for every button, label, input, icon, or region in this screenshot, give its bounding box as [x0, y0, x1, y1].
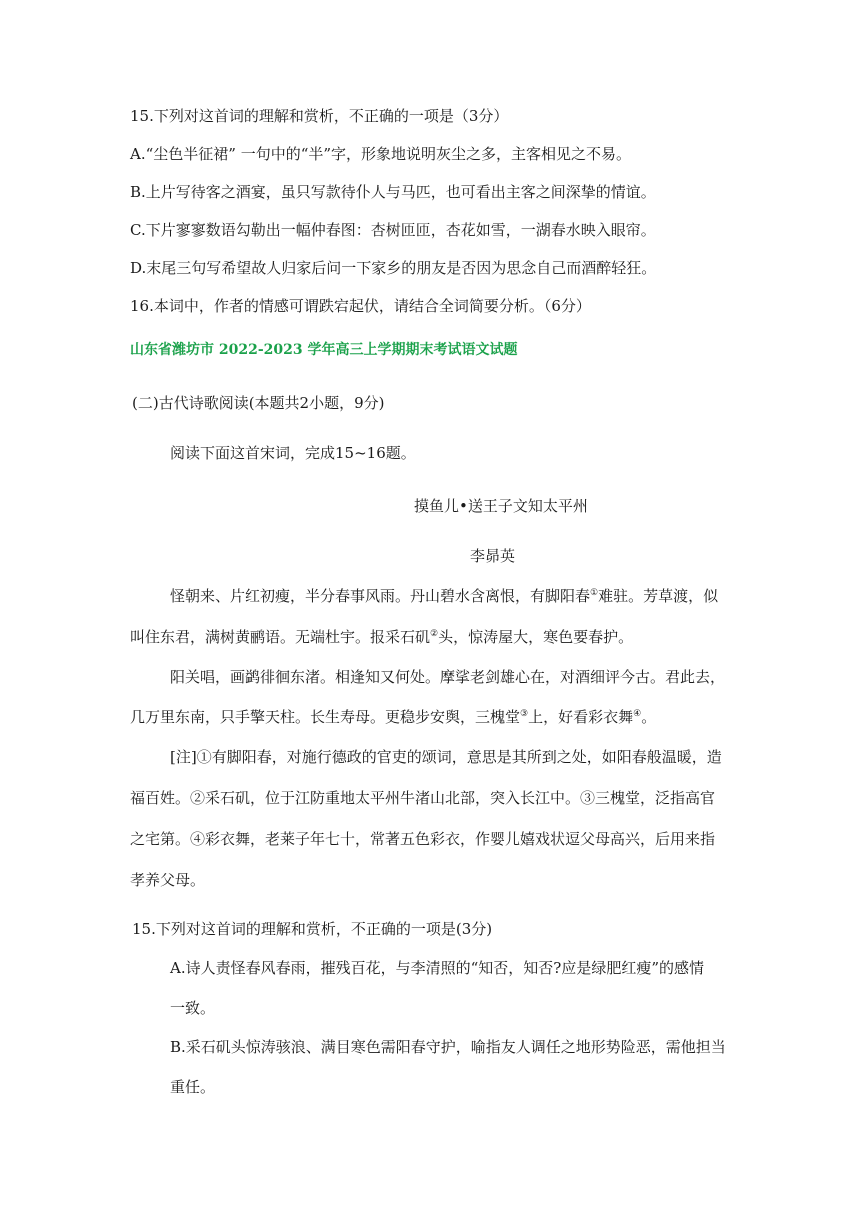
poem-stanza-1-line-1: 怪朝来、片红初瘦，半分春事风雨。丹山碧水含离恨，有脚阳春①难驻。芳草渡，似: [170, 587, 719, 605]
question-15b-option-b-line-2: 重任。: [170, 1078, 216, 1096]
reading-instruction: 阅读下面这首宋词，完成15~16题。: [170, 444, 416, 462]
note-line-4: 孝养父母。: [130, 871, 206, 889]
question-16-stem: 16.本词中，作者的情感可谓跌宕起伏，请结合全词简要分析。（6分）: [130, 297, 591, 315]
note-line-2: 福百姓。②采石矶，位于江防重地太平州牛渚山北部，突入长江中。③三槐堂，泛指高官: [130, 789, 716, 807]
note-line-1: [注]①有脚阳春，对施行德政的官吏的颂词，意思是其所到之处，如阳春般温暖，造: [170, 748, 722, 766]
poem-stanza-2-line-2: 几万里东南，只手擎天柱。长生寿母。更稳步安舆，三槐堂③上，好看彩衣舞④。: [130, 708, 657, 726]
question-15-option-c: C.下片寥寥数语勾勒出一幅仲春图：杏树匝匝，杏花如雪，一湖春水映入眼帘。: [130, 221, 656, 239]
question-15b-stem: 15.下列对这首词的理解和赏析，不正确的一项是(3分): [132, 920, 493, 938]
question-15b-option-b-line-1: B.采石矶头惊涛骇浪、满目寒色需阳春守护，喻指友人调任之地形势险恶，需他担当: [170, 1038, 726, 1056]
source-heading: 山东省潍坊市 2022-2023 学年高三上学期期末考试语文试题: [130, 342, 518, 358]
footnote-marker-1: ①: [590, 588, 599, 598]
poem-stanza-2-line-1: 阳关唱，画鹢徘徊东渚。相逢知又何处。摩挲老剑雄心在，对酒细评今古。君此去，: [170, 668, 726, 686]
footnote-marker-4: ④: [633, 709, 642, 719]
note-line-3: 之宅第。④彩衣舞，老莱子年七十，常著五色彩衣，作婴儿嬉戏状逗父母高兴，后用来指: [130, 830, 716, 848]
poem-author: 李昴英: [470, 547, 516, 565]
footnote-marker-2: ②: [430, 629, 439, 639]
subsection-heading: (二)古代诗歌阅读(本题共2小题，9分): [132, 394, 385, 412]
question-15b-option-a-line-2: 一致。: [170, 999, 216, 1017]
poem-title: 摸鱼儿•送王子文知太平州: [414, 497, 588, 515]
question-15b-option-a-line-1: A.诗人责怪春风春雨，摧残百花，与李清照的“知否，知否?应是绿肥红瘦”的感情: [170, 959, 704, 977]
question-15-stem: 15.下列对这首词的理解和赏析，不正确的一项是（3分）: [130, 107, 509, 125]
question-15-option-b: B.上片写待客之酒宴，虽只写款待仆人与马匹，也可看出主客之间深挚的情谊。: [130, 183, 656, 201]
footnote-marker-3: ③: [520, 709, 529, 719]
poem-stanza-1-line-2: 叫住东君，满树黄鹂语。无端杜宇。报采石矶②头，惊涛屋大，寒色要春护。: [130, 628, 634, 646]
question-15-option-d: D.末尾三句写希望故人归家后问一下家乡的朋友是否因为思念自己而酒醉轻狂。: [130, 259, 657, 277]
question-15-option-a: A.“尘色半征裙” 一句中的“半”字，形象地说明灰尘之多，主客相见之不易。: [130, 145, 632, 163]
